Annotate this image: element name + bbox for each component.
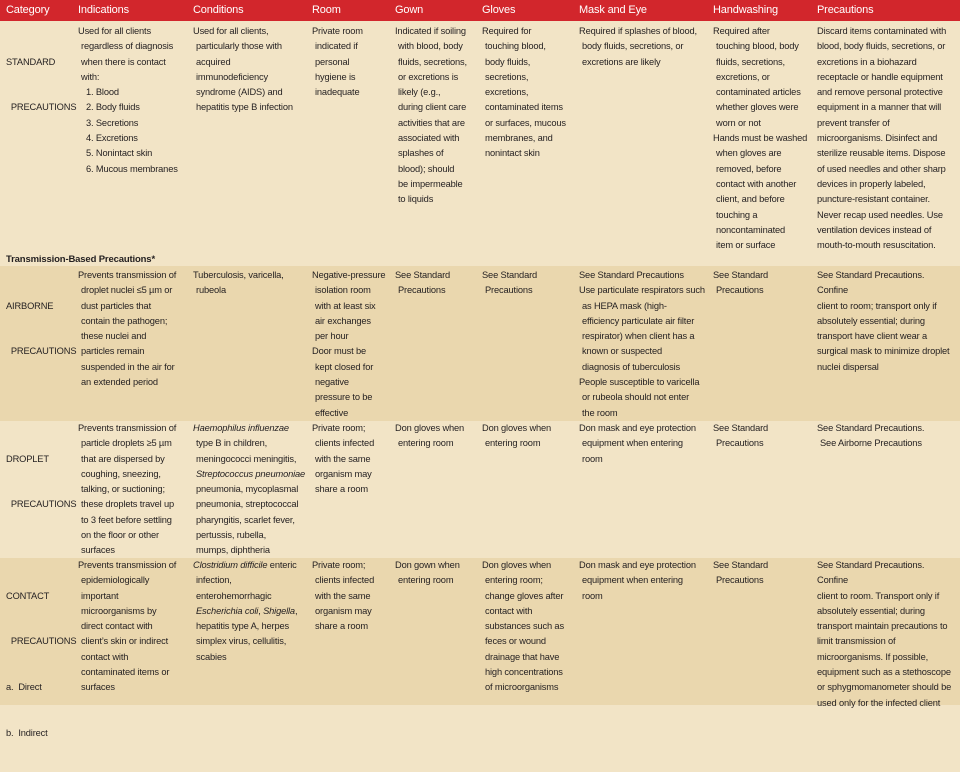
header-conditions: Conditions — [193, 4, 244, 16]
indications-cell: Prevents transmission of epidemiologically important microorganisms by direct contact with client’s skin or indirect contact with contaminated items or surfaces — [78, 560, 177, 693]
header-gown: Gown — [395, 4, 424, 16]
room-cell: Private room indicated if personal hygiene is inadequate — [312, 26, 363, 98]
gown-cell: See Standard Precautions — [395, 270, 451, 296]
handwashing-cell: See Standard Precautions — [713, 270, 769, 296]
mask-cell: Don mask and eye protection equipment when entering room — [579, 560, 696, 601]
precautions-cell: Discard items contaminated with blood, body fluids, secretions, or excretions in a biohazard receptacle or handle equipment and remove personal protective equipment in a manner that will prevent transfer of microorganisms. Disinfect and sterilize reusable items. Dispose of used needles and other sharp devices in properly labeled, puncture-resistant container. Never recap used needles. Use ventilation devices instead of mouth-to-mouth resuscitation. — [817, 26, 947, 251]
category-cell: STANDARD PRECAUTIONS — [6, 56, 77, 113]
header-mask-and-eye: Mask and Eye — [579, 4, 647, 16]
mask-cell: Don mask and eye protection equipment when entering room — [579, 423, 696, 464]
gown-cell: Don gown when entering room — [395, 560, 460, 586]
handwashing-cell: See Standard Precautions — [713, 423, 769, 449]
gloves-cell: See Standard Precautions — [482, 270, 538, 296]
room-cell: Negative-pressure isolation room with at least six air exchanges per hour Door must be kept closed for negative pressure to be effective — [312, 270, 386, 418]
category-cell: CONTACT PRECAUTIONS a. Direct b. Indirect — [6, 590, 77, 739]
gloves-cell: Don gloves when entering room — [482, 423, 552, 449]
row-contact — [0, 558, 960, 739]
gloves-cell: Required for touching blood, body fluids, secretions, excretions, contaminated items or surfaces, mucous membranes, and nonintact skin — [482, 26, 566, 159]
conditions-cell: Tuberculosis, varicella, rubeola — [193, 270, 284, 296]
header-room: Room — [312, 4, 341, 16]
precautions-cell: See Standard Precautions. Confine client to room. Transport only if absolutely essential; during transport maintain precautions to limit transmission of microorganisms. If possible, equipment such as a stethoscope or sphygmomanometer should be used only for the infected client — [817, 560, 952, 708]
indications-cell: Used for all clients regardless of diagnosis when there is contact with: 1. Blood 2. Body fluids 3. Secretions 4. Excretions 5. Nonintact skin 6. Mucous membranes — [78, 26, 178, 174]
room-cell: Private room; clients infected with the same organism may share a room — [312, 423, 375, 495]
row-airborne — [0, 266, 960, 421]
row-droplet — [0, 421, 960, 558]
conditions-cell: Haemophilus influenzae type B in children, meningococci meningitis, Streptococcus pneumoniae pneumonia, mycoplasmal pneumonia, streptococcal pharyngitis, scarlet fever, pertussis, rubella, mumps, diphtheria — [193, 423, 306, 556]
header-row — [0, 0, 960, 21]
precautions-cell: See Standard Precautions. See Airborne Precautions — [817, 423, 925, 449]
gloves-cell: Don gloves when entering room; change gloves after contact with substances such as feces or wound drainage that have high concentrations of microorganisms — [482, 560, 564, 693]
room-cell: Private room; clients infected with the same organism may share a room — [312, 560, 375, 632]
handwashing-cell: See Standard Precautions — [713, 560, 769, 586]
mask-cell: Required if splashes of blood, body fluids, secretions, or excretions are likely — [579, 26, 697, 67]
handwashing-cell: Required after touching blood, body fluids, secretions, excretions, or contaminated articles whether gloves were worn or not Hands must be washed when gloves are removed, before contact with another client, and before touching a noncontaminated item or surface — [713, 26, 808, 251]
indications-cell: Prevents transmission of particle droplets ≥5 µm that are dispersed by coughing, sneezing, talking, or suctioning; these droplets travel up to 3 feet before settling on the floor or other surfaces — [78, 423, 177, 556]
precautions-cell: See Standard Precautions. Confine client to room; transport only if absolutely essential; during transport have client wear a surgical mask to minimize droplet nuclei dispersal — [817, 270, 950, 372]
section-label: Transmission-Based Precautions* — [6, 254, 155, 265]
row-standard — [0, 21, 960, 252]
header-handwashing: Handwashing — [713, 4, 779, 16]
mask-cell: See Standard Precautions Use particulate respirators such as HEPA mask (high- efficiency particulate air filter respirator) when client has a known or suspected diagnosis of tuberculosis People susceptible to varicella or rubeola should not enter the room — [579, 270, 705, 418]
header-category: Category — [6, 4, 50, 16]
gown-cell: Don gloves when entering room — [395, 423, 465, 449]
gown-cell: Indicated if soiling with blood, body fluids, secretions, or excretions is likely (e.g., during client care activities that are associated with splashes of blood); should be impermeable to liquids — [395, 26, 467, 205]
category-cell: AIRBORNE PRECAUTIONS — [6, 300, 77, 357]
indications-cell: Prevents transmission of droplet nuclei ≤5 µm or dust particles that contain the pathogen; these nuclei and particles remain suspended in the air for an extended period — [78, 270, 177, 388]
header-indications: Indications — [78, 4, 129, 16]
header-gloves: Gloves — [482, 4, 516, 16]
category-cell: DROPLET PRECAUTIONS — [6, 453, 77, 510]
header-precautions: Precautions — [817, 4, 874, 16]
conditions-cell: Clostridium difficile enteric infection, enterohemorrhagic Escherichia coli, Shigella, hepatitis type A, herpes simplex virus, cellulitis, scabies — [193, 560, 298, 662]
conditions-cell: Used for all clients, particularly those with acquired immunodeficiency syndrome (AIDS) and hepatitis type B infection — [193, 26, 293, 113]
